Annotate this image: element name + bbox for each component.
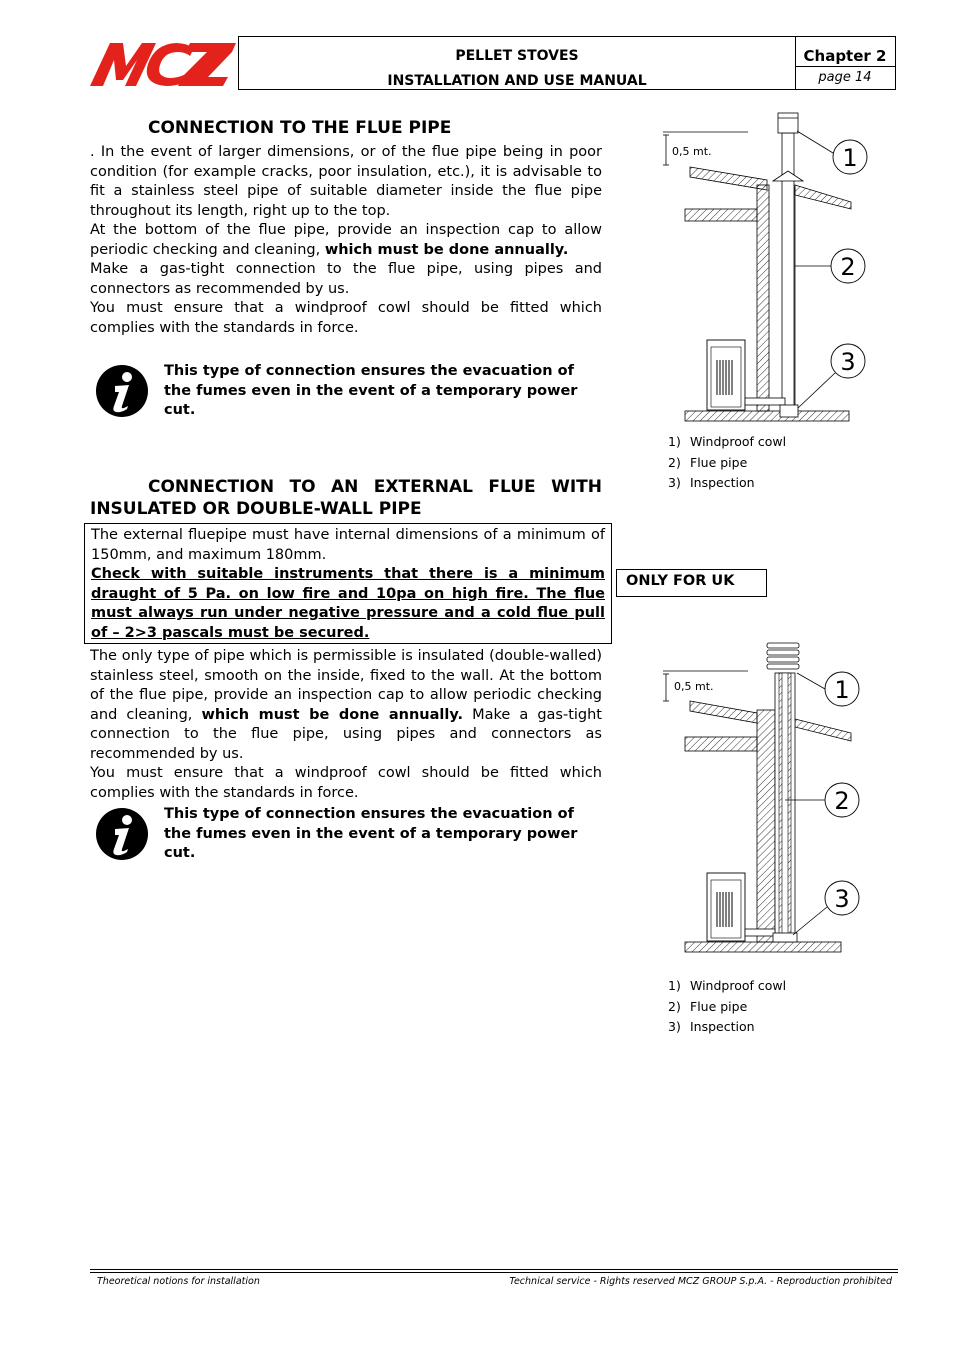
only-for-uk-label: ONLY FOR UK	[616, 569, 767, 597]
dimension-label: 0,5 mt.	[674, 680, 714, 693]
section2-heading-line1: CONNECTION TO AN EXTERNAL FLUE WITH	[148, 477, 602, 497]
requirements-paragraph1: The external fluepipe must have internal dimensions of a minimum of 150mm, and maximum 180mm.	[91, 527, 605, 563]
caption-item	[668, 473, 786, 494]
mcz-logo	[90, 40, 236, 88]
section2-note: This type of connection ensures the evacuation of the fumes even in the event of a temporary power cut.	[164, 806, 578, 861]
caption-item	[668, 432, 786, 453]
section2-heading	[90, 477, 602, 519]
callout-3: 3	[840, 348, 856, 376]
caption-num: 1)	[668, 978, 681, 993]
callout-1: 1	[834, 676, 850, 704]
caption-num: 2)	[668, 998, 681, 1014]
footer-left: Theoretical notions for installation	[97, 1276, 260, 1287]
section2-p1-end: Make a gas-tight connection to the flue pipe, using pipes and connectors as recommended by us.	[90, 706, 602, 762]
requirements-paragraph2: Check with suitable instruments that there is a minimum draught of 5 Pa. on low fire and 10pa on high fire. The flue must always run under negative pressure and a cold flue pull of – 2>3 pascals must be secured.	[91, 566, 605, 641]
caption-label: Windproof cowl	[690, 434, 787, 449]
section1-paragraph4: You must ensure that a windproof cowl should be fitted which complies with the standards in force.	[90, 300, 602, 336]
section2-p1-text: The only type of pipe which is permissible is insulated (double-walled) stainless steel, smooth on the inside, fixed to the wall. At the bottom of the flue pipe, provide an inspection cap to allow periodic checking and cleaning,	[90, 648, 602, 723]
header-box	[238, 36, 896, 90]
caption-item	[668, 997, 786, 1018]
figure2-caption	[668, 976, 786, 1038]
flue-diagram-external	[655, 635, 875, 960]
section1-paragraph2	[90, 221, 602, 260]
chapter-label: Chapter 2	[795, 37, 895, 67]
callout-2: 2	[840, 253, 856, 281]
callout-2: 2	[834, 787, 850, 815]
section2-p1-bold: which must be done annually.	[201, 706, 463, 723]
section2-paragraph1	[90, 647, 602, 764]
caption-num: 3)	[668, 1019, 681, 1034]
callout-1: 1	[842, 144, 858, 172]
caption-item	[668, 1017, 786, 1038]
dimension-label: 0,5 mt.	[672, 145, 712, 158]
footer-right: Technical service - Rights reserved MCZ GROUP S.p.A. - Reproduction prohibited	[509, 1276, 892, 1287]
caption-item	[668, 976, 786, 997]
section1-paragraph1: . In the event of larger dimensions, or of the flue pipe being in poor condition (for example cracks, poor insulation, etc.), it is advisable to fit a stainless steel pipe of suitable diameter inside the flue pipe throughout its length, right up to the top.	[90, 144, 602, 219]
header-title-line1: PELLET STOVES	[455, 48, 579, 64]
callout-3: 3	[834, 885, 850, 913]
info-icon	[95, 807, 149, 861]
info-icon	[95, 364, 149, 418]
section1-p2-text: At the bottom of the flue pipe, provide an inspection cap to allow periodic checking and cleaning,	[90, 222, 602, 258]
caption-label: Windproof cowl	[690, 978, 787, 993]
requirements-box	[84, 523, 612, 644]
section2-paragraph2: You must ensure that a windproof cowl should be fitted which complies with the standards in force.	[90, 765, 602, 801]
caption-label: Flue pipe	[690, 454, 748, 470]
caption-num: 1)	[668, 434, 681, 449]
section1-p2-bold: which must be done annually.	[324, 241, 569, 258]
footer-divider	[90, 1269, 898, 1270]
section1-note: This type of connection ensures the evacuation of the fumes even in the event of a temporary power cut.	[164, 363, 578, 418]
section1-text	[90, 143, 602, 338]
page-number: page 14	[818, 70, 872, 85]
caption-num: 3)	[668, 475, 681, 490]
caption-label: Inspection	[690, 475, 755, 490]
section2-text	[90, 647, 602, 803]
footer-divider	[90, 1272, 898, 1273]
header-title-line2: INSTALLATION AND USE MANUAL	[387, 73, 647, 89]
caption-label: Inspection	[690, 1019, 755, 1034]
caption-item	[668, 453, 786, 474]
caption-label: Flue pipe	[690, 998, 748, 1014]
figure1-caption	[668, 432, 786, 494]
section2-heading-line2: INSULATED OR DOUBLE-WALL PIPE	[90, 499, 422, 519]
caption-num: 2)	[668, 454, 681, 470]
section1-paragraph3: Make a gas-tight connection to the flue pipe, using pipes and connectors as recommended by us.	[90, 261, 602, 297]
flue-diagram-internal	[655, 105, 875, 430]
section1-heading: CONNECTION TO THE FLUE PIPE	[148, 118, 452, 138]
